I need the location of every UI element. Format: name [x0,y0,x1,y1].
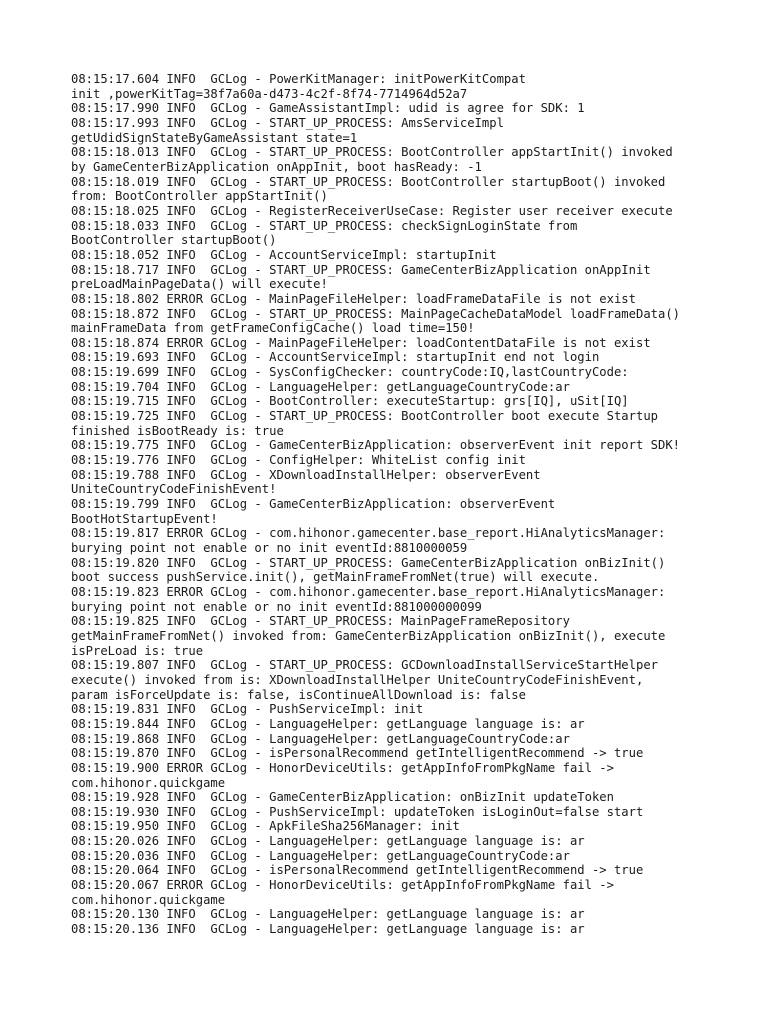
log-line: 08:15:20.026 INFO GCLog - LanguageHelper: getLanguage language is: ar [71,834,585,849]
log-line: 08:15:18.019 INFO GCLog - START_UP_PROCESS: BootController startupBoot() invoked [71,174,666,189]
log-line: BootHotStartupEvent! [71,511,218,526]
log-line: 08:15:19.928 INFO GCLog - GameCenterBizApplication: onBizInit updateToken [71,790,614,805]
log-line: by GameCenterBizApplication onAppInit, boot hasReady: -1 [71,159,482,174]
log-line: preLoadMainPageData() will execute! [71,277,328,292]
log-text-body [71,72,761,937]
log-line: 08:15:18.025 INFO GCLog - RegisterReceiverUseCase: Register user receiver execute [71,203,673,218]
log-line: 08:15:20.130 INFO GCLog - LanguageHelper: getLanguage language is: ar [71,907,585,922]
log-line: 08:15:19.844 INFO GCLog - LanguageHelper: getLanguage language is: ar [71,716,585,731]
log-line: 08:15:19.693 INFO GCLog - AccountServiceImpl: startupInit end not login [71,350,600,365]
log-line: getUdidSignStateByGameAssistant state=1 [71,130,358,145]
log-line: com.hihonor.quickgame [71,775,226,790]
log-line: burying point not enable or no init eventId:881000000099 [71,599,482,614]
log-line: 08:15:20.036 INFO GCLog - LanguageHelper: getLanguageCountryCode:ar [71,848,570,863]
log-line: 08:15:17.604 INFO GCLog - PowerKitManager: initPowerKitCompat [71,72,526,86]
log-line: 08:15:18.013 INFO GCLog - START_UP_PROCESS: BootController appStartInit() invoked [71,145,673,160]
log-line: isPreLoad is: true [71,643,204,658]
log-line: init ,powerKitTag=38f7a60a-d473-4c2f-8f74-7714964d52a7 [71,86,468,101]
log-line: 08:15:17.993 INFO GCLog - START_UP_PROCESS: AmsServiceImpl [71,115,504,130]
log-line: com.hihonor.quickgame [71,892,226,907]
log-line: boot success pushService.init(), getMainFrameFromNet(true) will execute. [71,570,600,585]
log-line: burying point not enable or no init eventId:8810000059 [71,541,468,555]
log-line: execute() invoked from is: XDownloadInstallHelper UniteCountryCodeFinishEvent, [71,672,644,687]
log-line: 08:15:19.776 INFO GCLog - ConfigHelper: WhiteList config init [71,453,526,468]
log-line: 08:15:18.717 INFO GCLog - START_UP_PROCESS: GameCenterBizApplication onAppInit [71,262,651,277]
log-line: param isForceUpdate is: false, isContinueAllDownload is: false [71,687,526,702]
log-line: mainFrameData from getFrameConfigCache() load time=150! [71,321,475,336]
log-line: 08:15:20.064 INFO GCLog - isPersonalRecommend getIntelligentRecommend -> true [71,863,644,878]
log-line: 08:15:19.799 INFO GCLog - GameCenterBizApplication: observerEvent [71,497,556,512]
log-line: 08:15:18.802 ERROR GCLog - MainPageFileHelper: loadFrameDataFile is not exist [71,291,636,306]
log-line: 08:15:17.990 INFO GCLog - GameAssistantImpl: udid is agree for SDK: 1 [71,101,585,116]
log-line: 08:15:19.950 INFO GCLog - ApkFileSha256Manager: init [71,819,460,834]
log-line: 08:15:18.874 ERROR GCLog - MainPageFileHelper: loadContentDataFile is not exist [71,335,651,350]
log-line: 08:15:19.831 INFO GCLog - PushServiceImpl: init [71,702,424,717]
log-line: UniteCountryCodeFinishEvent! [71,482,277,497]
log-line: 08:15:19.725 INFO GCLog - START_UP_PROCESS: BootController boot execute Startup [71,409,658,424]
log-line: 08:15:19.715 INFO GCLog - BootController: executeStartup: grs[IQ], uSit[IQ] [71,394,629,409]
log-line: 08:15:19.825 INFO GCLog - START_UP_PROCESS: MainPageFrameRepository [71,614,570,629]
log-document [71,72,761,937]
log-line: finished isBootReady is: true [71,423,284,438]
log-line: 08:15:20.136 INFO GCLog - LanguageHelper: getLanguage language is: ar [71,922,585,937]
log-line: 08:15:20.067 ERROR GCLog - HonorDeviceUtils: getAppInfoFromPkgName fail -> [71,878,614,893]
log-line: from: BootController appStartInit() [71,189,328,204]
log-line: 08:15:19.704 INFO GCLog - LanguageHelper: getLanguageCountryCode:ar [71,379,570,394]
log-line: 08:15:18.872 INFO GCLog - START_UP_PROCESS: MainPageCacheDataModel loadFrameData() [71,306,681,321]
log-line: 08:15:19.823 ERROR GCLog - com.hihonor.gamecenter.base_report.HiAnalyticsManager: [71,584,666,599]
log-line: 08:15:19.900 ERROR GCLog - HonorDeviceUtils: getAppInfoFromPkgName fail -> [71,760,614,775]
log-line: getMainFrameFromNet() invoked from: GameCenterBizApplication onBizInit(), execute [71,628,666,643]
log-line: 08:15:19.699 INFO GCLog - SysConfigChecker: countryCode:IQ,lastCountryCode: [71,365,629,380]
log-line: 08:15:19.870 INFO GCLog - isPersonalRecommend getIntelligentRecommend -> true [71,746,644,761]
log-line: 08:15:19.807 INFO GCLog - START_UP_PROCESS: GCDownloadInstallServiceStartHelper [71,658,658,673]
log-line: 08:15:19.788 INFO GCLog - XDownloadInstallHelper: observerEvent [71,467,541,482]
log-line: 08:15:18.052 INFO GCLog - AccountServiceImpl: startupInit [71,247,497,262]
log-line: 08:15:19.820 INFO GCLog - START_UP_PROCESS: GameCenterBizApplication onBizInit() [71,555,666,570]
log-line: 08:15:18.033 INFO GCLog - START_UP_PROCESS: checkSignLoginState from [71,218,578,233]
log-line: 08:15:19.868 INFO GCLog - LanguageHelper: getLanguageCountryCode:ar [71,731,570,746]
log-line: BootController startupBoot() [71,233,277,248]
log-line: 08:15:19.817 ERROR GCLog - com.hihonor.gamecenter.base_report.HiAnalyticsManager: [71,526,666,541]
log-line: 08:15:19.930 INFO GCLog - PushServiceImpl: updateToken isLoginOut=false start [71,804,644,819]
log-line: 08:15:19.775 INFO GCLog - GameCenterBizApplication: observerEvent init report SDK! [71,438,681,453]
